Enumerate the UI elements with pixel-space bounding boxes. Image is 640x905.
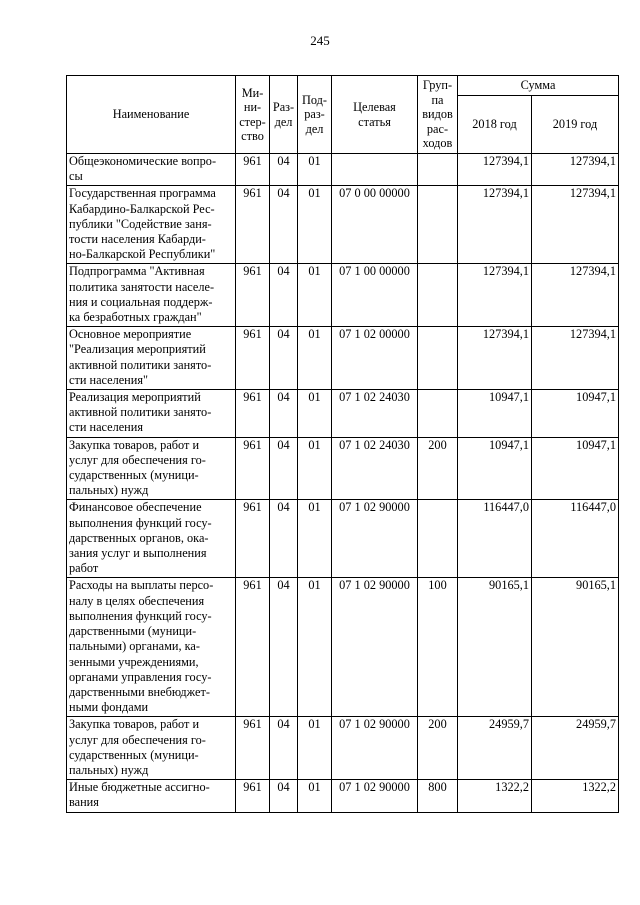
row-section: 04 [270, 186, 298, 264]
row-expense-group [418, 264, 458, 327]
row-target-article: 07 1 00 00000 [332, 264, 418, 327]
row-target-article: 07 1 02 90000 [332, 717, 418, 780]
row-name: Подпрограмма "Активная политика занятости населе- ния и социальная поддерж- ка безработных граждан" [67, 264, 236, 327]
page-number: 245 [310, 33, 330, 48]
row-ministry: 961 [236, 390, 270, 438]
row-sum-2018: 127394,1 [458, 264, 532, 327]
row-section: 04 [270, 390, 298, 438]
row-section: 04 [270, 780, 298, 812]
row-sum-2019: 1322,2 [532, 780, 619, 812]
row-section: 04 [270, 578, 298, 717]
row-expense-group: 100 [418, 578, 458, 717]
row-ministry: 961 [236, 154, 270, 186]
row-sum-2018: 127394,1 [458, 154, 532, 186]
row-target-article: 07 0 00 00000 [332, 186, 418, 264]
row-ministry: 961 [236, 717, 270, 780]
row-ministry: 961 [236, 578, 270, 717]
row-subsection: 01 [298, 327, 332, 390]
row-subsection: 01 [298, 264, 332, 327]
row-ministry: 961 [236, 327, 270, 390]
row-subsection: 01 [298, 154, 332, 186]
row-target-article: 07 1 02 00000 [332, 327, 418, 390]
row-section: 04 [270, 154, 298, 186]
row-expense-group [418, 154, 458, 186]
table-row [67, 578, 619, 717]
row-section: 04 [270, 264, 298, 327]
row-target-article: 07 1 02 24030 [332, 390, 418, 438]
budget-table [66, 75, 619, 813]
header-subsection: Под- раз- дел [298, 76, 332, 154]
row-section: 04 [270, 500, 298, 578]
row-sum-2018: 10947,1 [458, 437, 532, 500]
table-row [67, 264, 619, 327]
table-body [67, 154, 619, 813]
row-sum-2019: 127394,1 [532, 186, 619, 264]
row-ministry: 961 [236, 780, 270, 812]
row-target-article: 07 1 02 24030 [332, 437, 418, 500]
header-year-2018: 2018 год [458, 96, 532, 154]
row-name: Расходы на выплаты персо- налу в целях обеспечения выполнения функций госу- дарственными (муници- пальными) органами, ка- зенными учреждениями, органами управления госу- дарственными внебюджет- ными фондами [67, 578, 236, 717]
table-row [67, 186, 619, 264]
row-name: Закупка товаров, работ и услуг для обеспечения го- сударственных (муници- пальных) нужд [67, 437, 236, 500]
row-sum-2018: 116447,0 [458, 500, 532, 578]
row-section: 04 [270, 717, 298, 780]
header-sum: Сумма [458, 76, 619, 96]
row-sum-2018: 24959,7 [458, 717, 532, 780]
table-row [67, 327, 619, 390]
row-sum-2019: 10947,1 [532, 437, 619, 500]
table-row [67, 390, 619, 438]
row-sum-2018: 1322,2 [458, 780, 532, 812]
row-sum-2019: 127394,1 [532, 154, 619, 186]
table-row [67, 500, 619, 578]
row-subsection: 01 [298, 780, 332, 812]
row-subsection: 01 [298, 437, 332, 500]
row-name: Иные бюджетные ассигно- вания [67, 780, 236, 812]
row-name: Финансовое обеспечение выполнения функций госу- дарственных органов, ока- зания услуг и выполнения работ [67, 500, 236, 578]
header-ministry: Ми- ни- стер- ство [236, 76, 270, 154]
row-target-article: 07 1 02 90000 [332, 500, 418, 578]
row-name: Основное мероприятие "Реализация мероприятий активной политики занято- сти населения" [67, 327, 236, 390]
row-expense-group [418, 500, 458, 578]
row-ministry: 961 [236, 264, 270, 327]
row-section: 04 [270, 327, 298, 390]
row-sum-2018: 127394,1 [458, 327, 532, 390]
row-subsection: 01 [298, 186, 332, 264]
row-sum-2018: 90165,1 [458, 578, 532, 717]
header-year-2019: 2019 год [532, 96, 619, 154]
header-name: Наименование [67, 76, 236, 154]
row-sum-2018: 127394,1 [458, 186, 532, 264]
row-sum-2018: 10947,1 [458, 390, 532, 438]
row-sum-2019: 90165,1 [532, 578, 619, 717]
row-name: Общеэкономические вопро- сы [67, 154, 236, 186]
row-expense-group: 200 [418, 437, 458, 500]
row-name: Закупка товаров, работ и услуг для обеспечения го- сударственных (муници- пальных) нужд [67, 717, 236, 780]
table-row [67, 437, 619, 500]
header-expense-group: Груп- па видов рас- ходов [418, 76, 458, 154]
header-target: Целевая статья [332, 76, 418, 154]
row-ministry: 961 [236, 500, 270, 578]
row-name: Реализация мероприятий активной политики занято- сти населения [67, 390, 236, 438]
row-target-article: 07 1 02 90000 [332, 780, 418, 812]
row-sum-2019: 116447,0 [532, 500, 619, 578]
row-expense-group [418, 327, 458, 390]
row-target-article: 07 1 02 90000 [332, 578, 418, 717]
row-ministry: 961 [236, 186, 270, 264]
row-name: Государственная программа Кабардино-Балкарской Рес- публики "Содействие заня- тости населения Кабарди- но-Балкарской Республики" [67, 186, 236, 264]
row-ministry: 961 [236, 437, 270, 500]
row-subsection: 01 [298, 390, 332, 438]
row-sum-2019: 127394,1 [532, 327, 619, 390]
table-row [67, 780, 619, 812]
row-target-article [332, 154, 418, 186]
table-row [67, 154, 619, 186]
row-subsection: 01 [298, 578, 332, 717]
row-expense-group: 200 [418, 717, 458, 780]
table-header [67, 76, 619, 154]
row-sum-2019: 24959,7 [532, 717, 619, 780]
row-sum-2019: 10947,1 [532, 390, 619, 438]
row-expense-group: 800 [418, 780, 458, 812]
row-subsection: 01 [298, 717, 332, 780]
table-row [67, 717, 619, 780]
header-section: Раз- дел [270, 76, 298, 154]
row-section: 04 [270, 437, 298, 500]
row-sum-2019: 127394,1 [532, 264, 619, 327]
row-expense-group [418, 390, 458, 438]
row-expense-group [418, 186, 458, 264]
row-subsection: 01 [298, 500, 332, 578]
